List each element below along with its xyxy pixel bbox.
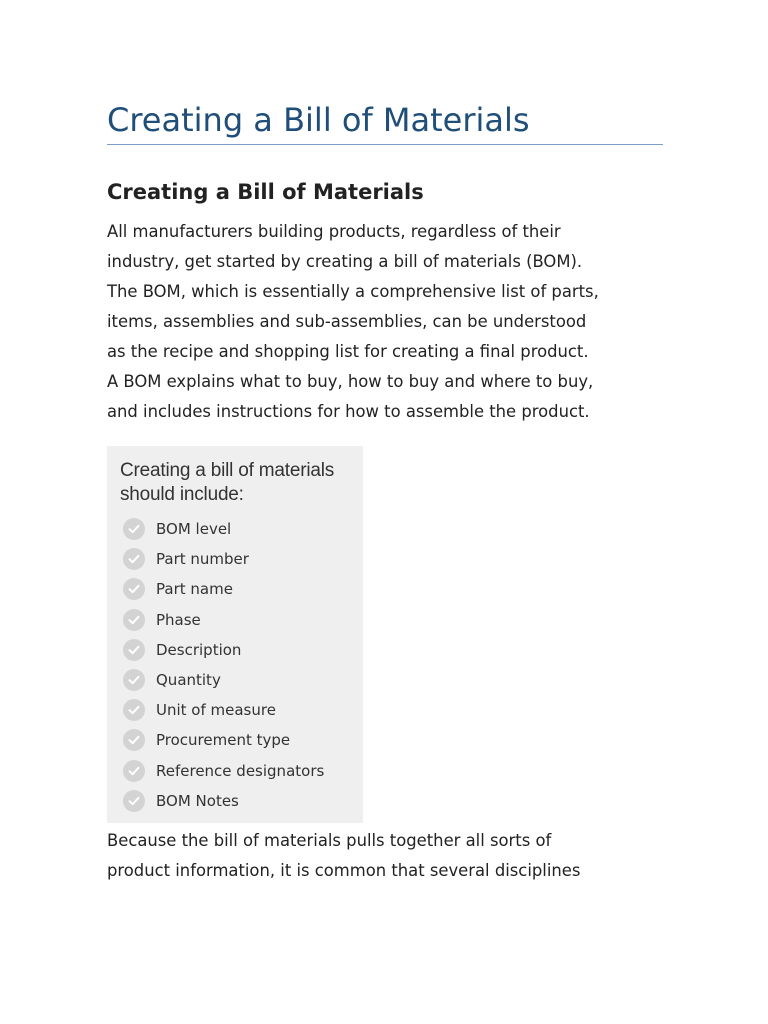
paragraph-line: All manufacturers building products, regardless of their — [107, 222, 561, 241]
title-divider — [107, 144, 663, 145]
paragraph-line: The BOM, which is essentially a comprehensive list of parts, — [107, 282, 599, 301]
checklist-item-label: Procurement type — [156, 731, 291, 750]
intro-paragraph — [107, 217, 667, 427]
checklist-item — [123, 695, 324, 725]
paragraph-line: items, assemblies and sub-assemblies, can be understood — [107, 312, 587, 331]
check-circle-icon — [123, 639, 145, 661]
checklist-item-label: Description — [156, 640, 242, 659]
checklist-item-label: Unit of measure — [156, 701, 276, 720]
paragraph-line: product information, it is common that several disciplines — [107, 861, 581, 880]
checklist-item — [123, 605, 324, 635]
bom-checklist-callout — [107, 446, 363, 823]
checklist-item-label: Phase — [156, 610, 201, 629]
check-circle-icon — [123, 518, 145, 540]
section-heading: Creating a Bill of Materials — [107, 180, 424, 204]
callout-title — [120, 459, 334, 507]
check-circle-icon — [123, 699, 145, 721]
checklist-item-label: Reference designators — [156, 761, 325, 780]
bom-checklist — [123, 514, 324, 816]
callout-title-line: should include: — [120, 484, 244, 505]
callout-title-line: Creating a bill of materials — [120, 460, 335, 481]
check-circle-icon — [123, 760, 145, 782]
checklist-item — [123, 756, 324, 786]
checklist-item — [123, 725, 324, 755]
checklist-item — [123, 514, 324, 544]
check-circle-icon — [123, 669, 145, 691]
checklist-item — [123, 544, 324, 574]
document-title: Creating a Bill of Materials — [107, 101, 530, 139]
paragraph-line: as the recipe and shopping list for creating a final product. — [107, 342, 589, 361]
checklist-item-label: Part name — [156, 580, 233, 599]
checklist-item-label: Quantity — [156, 671, 221, 690]
checklist-item — [123, 665, 324, 695]
paragraph-line: industry, get started by creating a bill of materials (BOM). — [107, 252, 583, 271]
check-circle-icon — [123, 578, 145, 600]
paragraph-line: Because the bill of materials pulls together all sorts of — [107, 831, 552, 850]
paragraph-line: A BOM explains what to buy, how to buy and where to buy, — [107, 372, 594, 391]
checklist-item-label: Part number — [156, 550, 249, 569]
check-circle-icon — [123, 790, 145, 812]
paragraph-line: and includes instructions for how to assemble the product. — [107, 402, 590, 421]
checklist-item — [123, 574, 324, 604]
closing-paragraph — [107, 826, 667, 886]
checklist-item-label: BOM level — [156, 520, 232, 539]
check-circle-icon — [123, 729, 145, 751]
checklist-item — [123, 786, 324, 816]
checklist-item-label: BOM Notes — [156, 791, 239, 810]
checklist-item — [123, 635, 324, 665]
check-circle-icon — [123, 548, 145, 570]
check-circle-icon — [123, 609, 145, 631]
